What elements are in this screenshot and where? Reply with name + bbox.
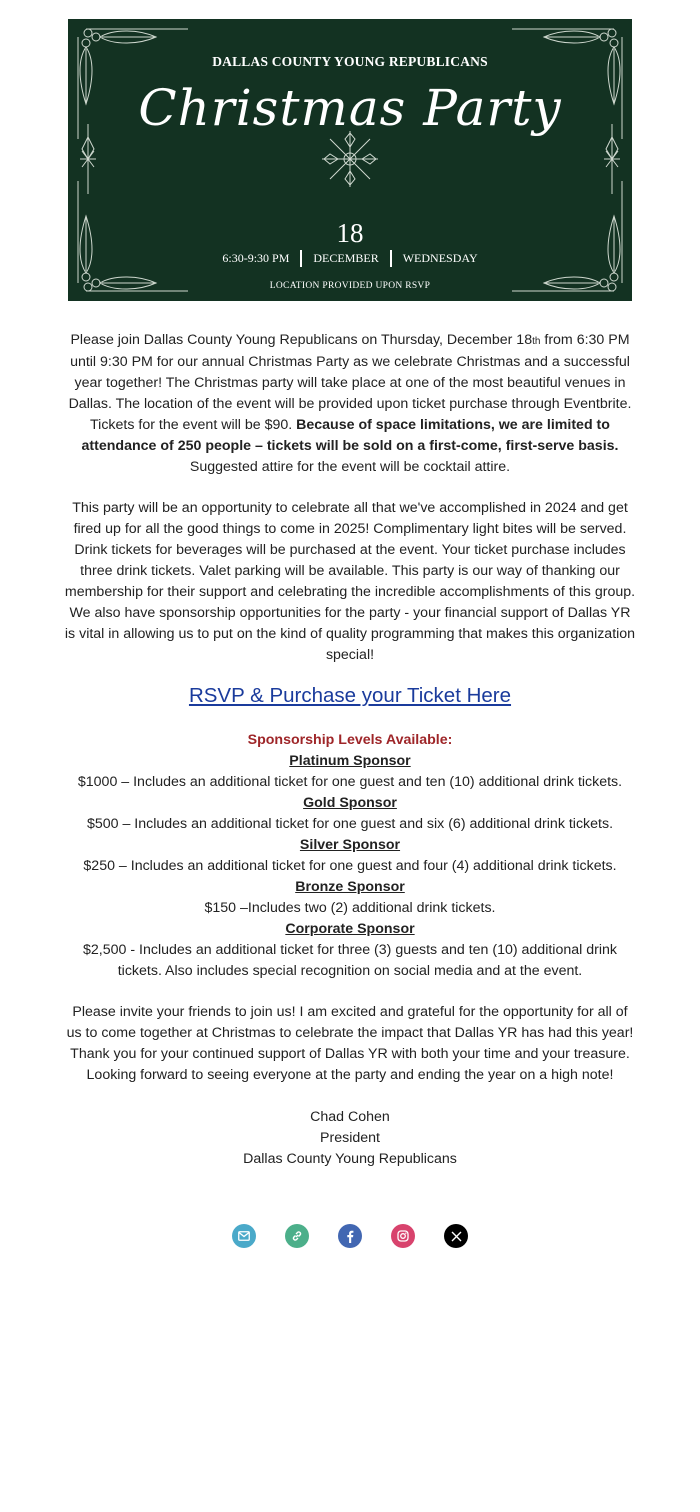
banner-month: DECEMBER — [313, 251, 379, 265]
intro-attire: Suggested attire for the event will be cocktail attire. — [189, 459, 511, 475]
social-links — [0, 1224, 700, 1248]
sponsor-level-name: Silver Sponsor — [299, 837, 401, 853]
banner-location: LOCATION PROVIDED UPON RSVP — [269, 281, 431, 291]
signature-name: Chad Cohen — [310, 1109, 390, 1125]
banner-day: 18 — [336, 218, 364, 248]
sponsor-level-desc: $250 – Includes an additional ticket for one guest and four (4) additional drink tickets. — [83, 858, 617, 874]
intro-text-cont: from 6:30 PM until 9:30 PM for our annual Christmas Party as we celebrate Christmas and a successful year together! The Christmas party will take place at one of the most beautiful venues in Dallas. The location of the event will be provided upon ticket purchase through Eventbrite. Tickets for the event will be $90. — [68, 332, 632, 433]
signature-org: Dallas County Young Republicans — [243, 1151, 457, 1167]
email-icon[interactable] — [232, 1224, 256, 1248]
sponsor-level-name: Bronze Sponsor — [295, 879, 405, 895]
sponsor-level-desc: $1000 – Includes an additional ticket for one guest and ten (10) additional drink tickets. — [77, 774, 623, 790]
banner-title: Christmas Party — [138, 79, 562, 137]
rsvp-link[interactable]: RSVP & Purchase your Ticket Here — [188, 684, 512, 707]
divider — [300, 250, 302, 267]
signature-block — [0, 1107, 700, 1170]
banner-weekday: WEDNESDAY — [402, 251, 478, 265]
sponsor-level-name: Platinum Sponsor — [289, 753, 411, 769]
sponsor-level-desc: $500 – Includes an additional ticket for one guest and six (6) additional drink tickets. — [86, 816, 614, 832]
intro-date-suffix: th — [532, 336, 541, 347]
sponsor-level-desc: $2,500 - Includes an additional ticket for three (3) guests and ten (10) additional drink tickets. Also includes special recognition on social media and at the event. — [83, 942, 617, 979]
intro-limit-notice: Because of space limitations, we are limited to attendance of 250 people – tickets will be sold on a first-come, first-serve basis. — [81, 417, 619, 454]
instagram-icon[interactable] — [391, 1224, 415, 1248]
divider — [390, 250, 392, 267]
event-banner — [68, 19, 632, 301]
sponsor-level-name: Gold Sponsor — [303, 795, 397, 811]
sponsor-level-desc: $150 –Includes two (2) additional drink tickets. — [204, 900, 496, 916]
x-icon[interactable] — [444, 1224, 468, 1248]
link-icon[interactable] — [285, 1224, 309, 1248]
closing-paragraph: Please invite your friends to join us! I am excited and grateful for the opportunity for all of us to come together at Christmas to celebrate the impact that Dallas YR has had this year! Thank you for your continued support of Dallas YR with both your time and your treasure. Looking forward to seeing everyone at the party and ending the year on a high note! — [66, 1004, 634, 1083]
intro-paragraph — [64, 330, 636, 478]
sponsorship-heading: Sponsorship Levels Available: — [247, 732, 453, 748]
banner-details-row — [68, 250, 632, 267]
signature-title: President — [320, 1130, 380, 1146]
sponsor-level-name: Corporate Sponsor — [285, 921, 415, 937]
intro-text: Please join Dallas County Young Republicans on Thursday, December 18 — [70, 332, 533, 348]
banner-time: 6:30-9:30 PM — [222, 251, 290, 265]
celebrate-paragraph: This party will be an opportunity to celebrate all that we've accomplished in 2024 and get fired up for all the good things to come in 2025! Complimentary light bites will be served. Drink tickets for beverages will be purchased at the event. Your ticket purchase includes three drink tickets. Valet parking will be available. This party is our way of thanking our membership for their support and celebrating the incredible accomplishments of this group. We also have sponsorship opportunities for the party - your financial support of Dallas YR is vital in allowing us to put on the kind of quality programming that makes this organization special! — [64, 500, 636, 663]
banner-org-name: DALLAS COUNTY YOUNG REPUBLICANS — [212, 54, 488, 69]
sponsorship-section — [64, 730, 636, 982]
facebook-icon[interactable] — [338, 1224, 362, 1248]
